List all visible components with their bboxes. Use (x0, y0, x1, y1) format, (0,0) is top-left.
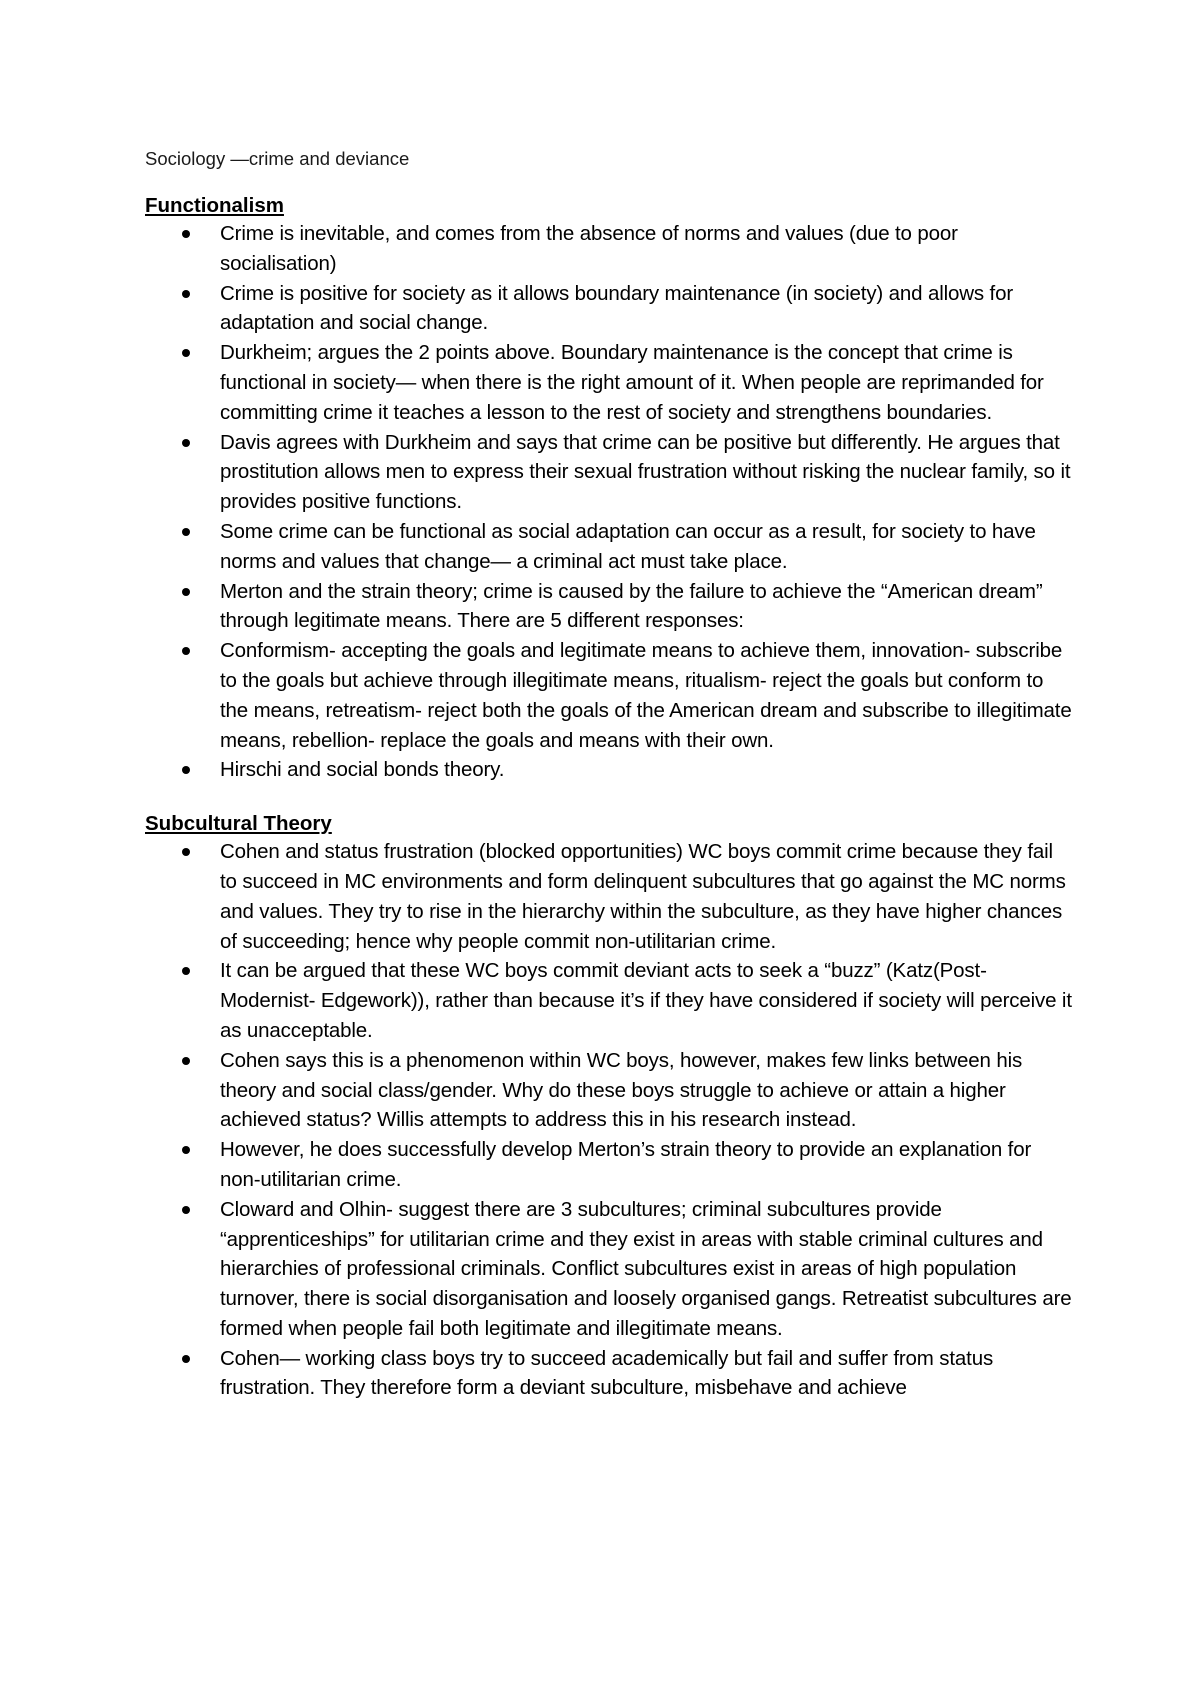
list-item-text: Cohen and status frustration (blocked opportunities) WC boys commit crime because they fail to succeed in MC environments and form delinquent subcultures that go against the MC norms and values. They try to rise in the hierarchy within the subculture, as they have higher chances of succeeding; hence why people commit non-utilitarian crime. (220, 840, 1066, 953)
bullet-dot-icon (182, 588, 190, 596)
bullet-dot-icon (182, 528, 190, 536)
list-item-text: Cohen— working class boys try to succeed academically but fail and suffer from status frustration. They therefore form a deviant subculture, misbehave and achieve (220, 1346, 994, 1400)
list-item-text: Durkheim; argues the 2 points above. Boundary maintenance is the concept that crime is functional in society— when there is the right amount of it. When people are reprimanded for committing crime it teaches a lesson to the rest of society and strengthens boundaries. (220, 341, 1044, 424)
bullet-dot-icon (182, 1057, 190, 1065)
list-item (145, 1135, 1075, 1195)
list-item (145, 338, 1075, 427)
bullet-dot-icon (182, 848, 190, 856)
list-item-text: It can be argued that these WC boys commit deviant acts to seek a “buzz” (Katz(Post-Modernist- Edgework)), rather than because it’s if they have considered if society will perceive it as unacceptable. (220, 959, 1072, 1042)
list-item (145, 636, 1075, 755)
bullet-dot-icon (182, 1355, 190, 1363)
list-item (145, 1046, 1075, 1135)
bullet-dot-icon (182, 439, 190, 447)
list-item-text: Davis agrees with Durkheim and says that crime can be positive but differently. He argues that prostitution allows men to express their sexual frustration without risking the nuclear family, so it provides positive functions. (220, 430, 1071, 514)
list-item (145, 837, 1075, 956)
section-heading-functionalism: Functionalism (145, 194, 284, 217)
bullet-dot-icon (182, 230, 190, 238)
section-heading-subcultural-theory: Subcultural Theory (145, 812, 332, 836)
list-item (145, 219, 1075, 279)
bullet-list-subcultural-theory (145, 837, 1075, 1403)
list-item (145, 279, 1075, 339)
list-item-text: Hirschi and social bonds theory. (220, 758, 505, 782)
list-item (145, 1195, 1075, 1344)
document-body (145, 147, 1075, 1403)
list-item-text: Crime is inevitable, and comes from the absence of norms and values (due to poor socialisation) (220, 222, 958, 275)
list-item (145, 428, 1075, 517)
list-item-text: Merton and the strain theory; crime is caused by the failure to achieve the “American dream” through legitimate means. There are 5 different responses: (220, 579, 1043, 633)
document-title: Sociology —crime and deviance (145, 148, 410, 169)
list-item-text: Cloward and Olhin- suggest there are 3 subcultures; criminal subcultures provide “apprenticeships” for utilitarian crime and they exist in areas with stable criminal cultures and hierarchies of professional criminals. Conflict subcultures exist in areas of high population turnover, there is social disorganisation and loosely organised gangs. Retreatist subcultures are formed when people fail both legitimate and illegitimate means. (220, 1197, 1072, 1340)
list-item (145, 517, 1075, 577)
list-item-text: Some crime can be functional as social adaptation can occur as a result, for society to have norms and values that change— a criminal act must take place. (220, 519, 1036, 573)
list-item (145, 956, 1075, 1045)
bullet-dot-icon (182, 1206, 190, 1214)
bullet-dot-icon (182, 1146, 190, 1154)
bullet-dot-icon (182, 967, 190, 975)
list-item (145, 577, 1075, 637)
list-item-text: Cohen says this is a phenomenon within WC boys, however, makes few links between his theory and social class/gender. Why do these boys struggle to achieve or attain a higher achieved status? Willis attempts to address this in his research instead. (220, 1048, 1023, 1132)
bullet-dot-icon (182, 647, 190, 655)
list-item-text: Conformism- accepting the goals and legitimate means to achieve them, innovation- subscribe to the goals but achieve through illegitimate means, ritualism- reject the goals but conform to the means, retreatism- reject both the goals of the American dream and subscribe to illegitimate means, rebellion- replace the goals and means with their own. (220, 639, 1072, 752)
bullet-dot-icon (182, 290, 190, 298)
list-item (145, 1344, 1075, 1404)
bullet-dot-icon (182, 766, 190, 774)
bullet-dot-icon (182, 349, 190, 357)
list-item-text: Crime is positive for society as it allows boundary maintenance (in society) and allows for adaptation and social change. (220, 281, 1014, 335)
bullet-list-functionalism (145, 219, 1075, 785)
list-item-text: However, he does successfully develop Merton’s strain theory to provide an explanation for non-utilitarian crime. (220, 1138, 1032, 1191)
list-item (145, 755, 1075, 785)
